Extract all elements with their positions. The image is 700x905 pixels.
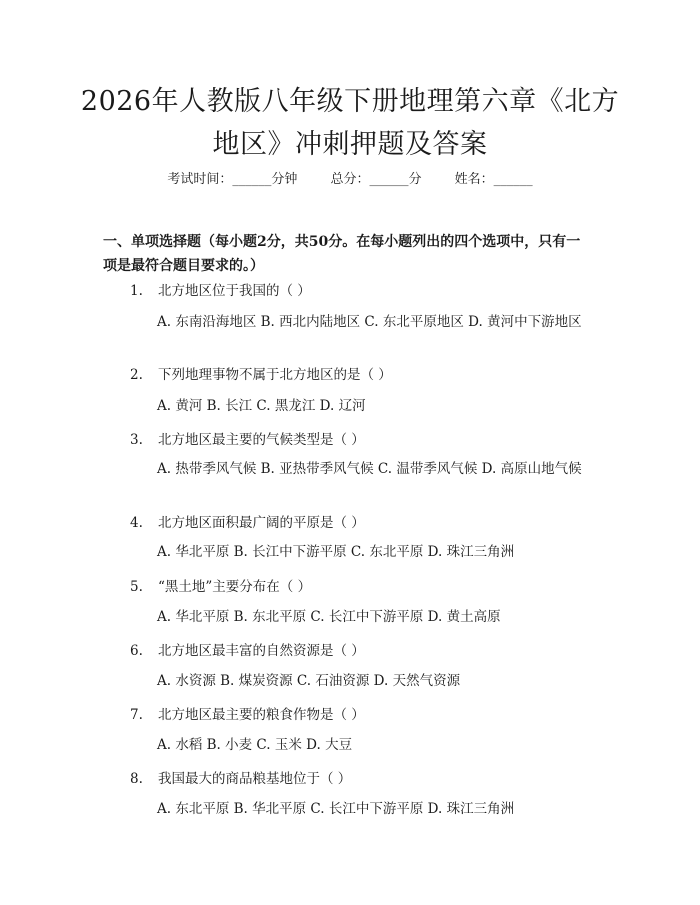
question-number: 6.: [130, 643, 143, 659]
name-field: 姓名：______: [454, 172, 533, 187]
question-1: [130, 281, 311, 301]
question-text: 我国最大的商品粮基地位于（ ）: [158, 771, 352, 787]
question-8-options: A. 东北平原 B. 华北平原 C. 长江中下游平原 D. 珠江三角洲: [157, 801, 515, 817]
question-number: 8.: [130, 771, 143, 787]
question-text: “黑土地”主要分布在（ ）: [158, 579, 312, 595]
question-3-options: A. 热带季风气候 B. 亚热带季风气候 C. 温带季风气候 D. 高原山地气候: [157, 461, 582, 477]
question-6: [130, 641, 365, 661]
question-7-options: A. 水稻 B. 小麦 C. 玉米 D. 大豆: [157, 737, 353, 753]
question-text: 北方地区最丰富的自然资源是（ ）: [158, 643, 365, 659]
question-text: 北方地区最主要的气候类型是（ ）: [158, 432, 365, 448]
question-6-options: A. 水资源 B. 煤炭资源 C. 石油资源 D. 天然气资源: [157, 673, 461, 689]
total-score-field: 总分：______分: [330, 172, 422, 187]
question-2: [130, 365, 392, 385]
question-number: 5.: [130, 579, 143, 595]
exam-time-field: 考试时间：______分钟: [167, 172, 298, 187]
question-number: 2.: [130, 367, 143, 383]
question-number: 1.: [130, 283, 143, 299]
question-7: [130, 705, 365, 725]
question-number: 7.: [130, 707, 143, 723]
question-1-options: A. 东南沿海地区 B. 西北内陆地区 C. 东北平原地区 D. 黄河中下游地区: [157, 314, 582, 330]
document-title: 2026年人教版八年级下册地理第六章《北方地区》冲刺押题及答案: [80, 86, 620, 160]
question-text: 北方地区位于我国的（ ）: [158, 283, 311, 299]
question-text: 下列地理事物不属于北方地区的是（ ）: [158, 367, 392, 383]
question-text: 北方地区最主要的粮食作物是（ ）: [158, 707, 365, 723]
question-number: 4.: [130, 515, 143, 531]
question-4-options: A. 华北平原 B. 长江中下游平原 C. 东北平原 D. 珠江三角洲: [157, 544, 515, 560]
question-text: 北方地区面积最广阔的平原是（ ）: [158, 515, 365, 531]
question-number: 3.: [130, 432, 143, 448]
question-3: [130, 430, 365, 450]
question-2-options: A. 黄河 B. 长江 C. 黑龙江 D. 辽河: [157, 398, 366, 414]
section-heading: 一、单项选择题（每小题2分，共50分。在每小题列出的四个选项中，只有一项是最符合题目要求的。）: [103, 234, 581, 274]
question-8: [130, 769, 351, 789]
question-5-options: A. 华北平原 B. 东北平原 C. 长江中下游平原 D. 黄土高原: [157, 609, 501, 625]
question-5: [130, 577, 311, 597]
question-4: [130, 513, 365, 533]
exam-meta-line: [0, 170, 700, 190]
